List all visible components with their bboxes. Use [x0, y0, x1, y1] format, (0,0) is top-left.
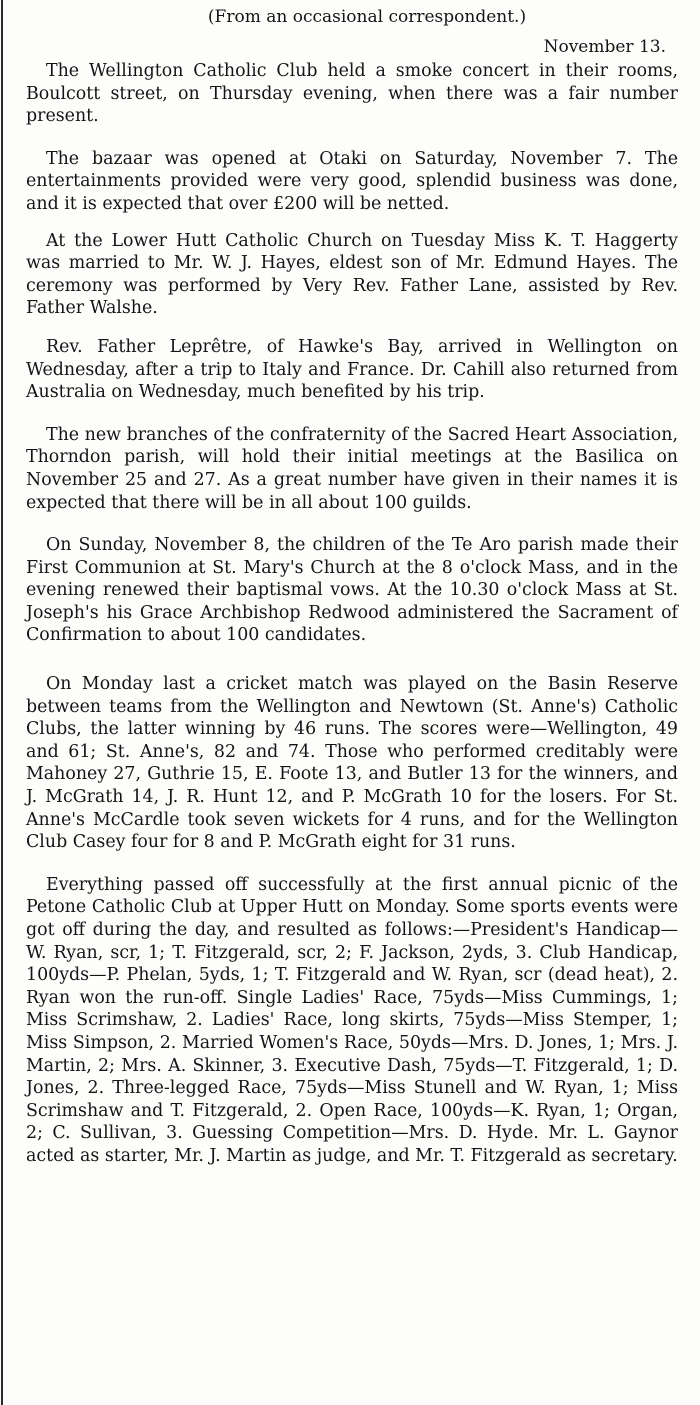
paragraph-hutt-wedding: At the Lower Hutt Catholic Church on Tuesday Miss K. T. Haggerty was married to Mr. W. J. Hayes, eldest son of Mr. Edmund Hayes. The ceremony was performed by Very Rev. Father Lane, assisted by Rev. Father Walshe.	[26, 230, 678, 319]
article-column	[26, 6, 678, 1168]
paragraph-petone-picnic: Everything passed off successfully at the first annual picnic of the Petone Catholic Club at Upper Hutt on Monday. Some sports events were got off during the day, and resulted as follows:—President's Handicap—W. Ryan, scr, 1; T. Fitzgerald, scr, 2; F. Jackson, 2yds, 3. Club Handicap, 100yds—P. Phelan, 5yds, 1; T. Fitzgerald and W. Ryan, scr (dead heat), 2. Ryan won the run-off. Single Ladies' Race, 75yds—Miss Cummings, 1; Miss Scrimshaw, 2. Ladies' Race, long skirts, 75yds—Miss Stemper, 1; Miss Simpson, 2. Married Women's Race, 50yds—Mrs. D. Jones, 1; Mrs. J. Martin, 2; Mrs. A. Skinner, 3. Executive Dash, 75yds—T. Fitzgerald, 1; D. Jones, 2. Three-legged Race, 75yds—Miss Stunell and W. Ryan, 1; Miss Scrimshaw and T. Fitzgerald, 2. Open Race, 100yds—K. Ryan, 1; Organ, 2; C. Sullivan, 3. Guessing Competition—Mrs. D. Hyde. Mr. L. Gaynor acted as starter, Mr. J. Martin as judge, and Mr. T. Fitzgerald as secretary.	[26, 874, 678, 1166]
paragraph-smoke-concert: The Wellington Catholic Club held a smoke concert in their rooms, Boulcott street, on Thursday evening, when there was a fair number present.	[26, 61, 678, 127]
byline: (From an occasional correspondent.)	[207, 7, 527, 27]
paragraph-otaki-bazaar: The bazaar was opened at Otaki on Saturday, November 7. The entertainments provided were very good, splendid business was done, and it is expected that over £200 will be netted.	[26, 148, 678, 214]
paragraph-first-communion: On Sunday, November 8, the children of the Te Aro parish made their First Communion at St. Mary's Church at the 8 o'clock Mass, and in the evening renewed their baptismal vows. At the 10.30 o'clock Mass at St. Joseph's his Grace Archbishop Redwood administered the Sacrament of Confirmation to about 100 candidates.	[26, 535, 678, 646]
paragraph-sacred-heart: The new branches of the confraternity of the Sacred Heart Association, Thorndon parish, will hold their initial meetings at the Basilica on November 25 and 27. As a great number have given in their names it is expected that there will be in all about 100 guilds.	[26, 424, 678, 513]
dateline: November 13.	[543, 37, 666, 57]
paragraph-clergy-returns: Rev. Father Leprêtre, of Hawke's Bay, arrived in Wellington on Wednesday, after a trip to Italy and France. Dr. Cahill also returned from Australia on Wednesday, much benefited by his trip.	[26, 336, 678, 403]
column-rule	[1, 0, 3, 1405]
paragraph-cricket-match: On Monday last a cricket match was played on the Basin Reserve between teams from the Wellington and Newtown (St. Anne's) Catholic Clubs, the latter winning by 46 runs. The scores were—Wellington, 49 and 61; St. Anne's, 82 and 74. Those who performed creditably were Mahoney 27, Guthrie 15, E. Foote 13, and Butler 13 for the winners, and J. McGrath 14, J. R. Hunt 12, and P. McGrath 10 for the losers. For St. Anne's McCardle took seven wickets for 4 runs, and for the Wellington Club Casey four for 8 and P. McGrath eight for 31 runs.	[26, 674, 678, 853]
